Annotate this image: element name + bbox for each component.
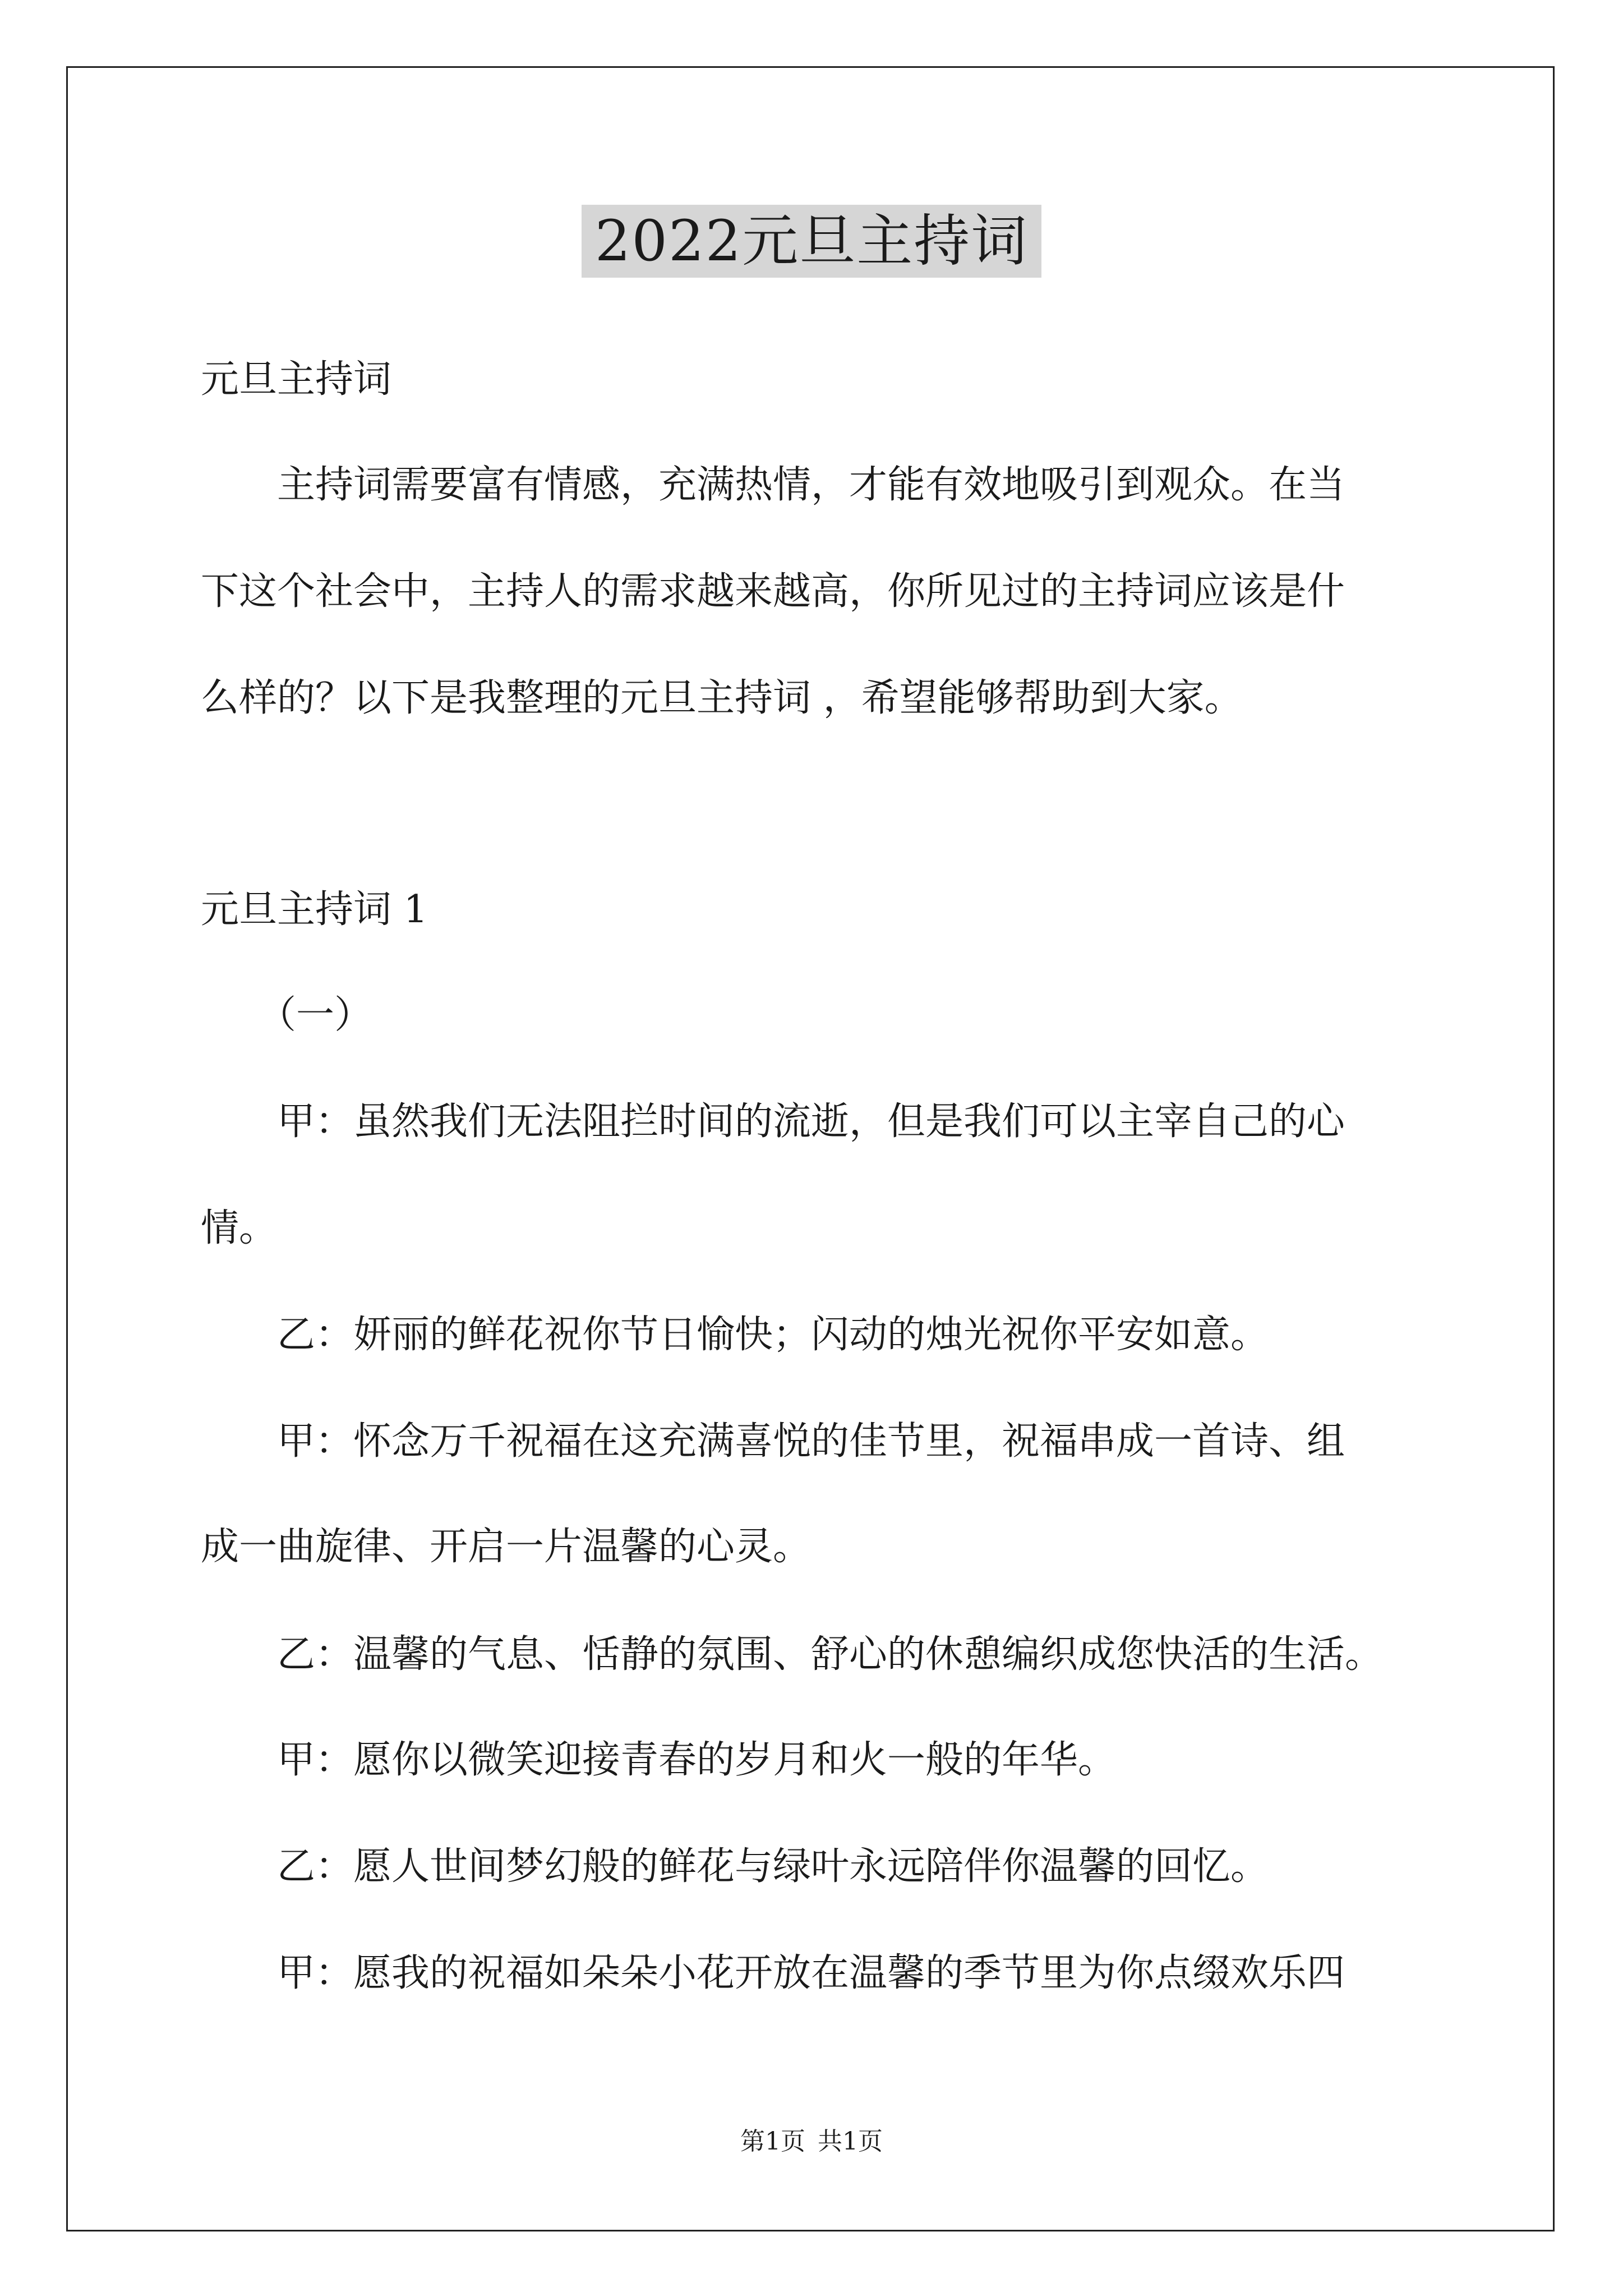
page-footer bbox=[0, 2125, 1623, 2159]
part-label: （一） bbox=[201, 993, 373, 1037]
document-title: 2022元旦主持词 bbox=[582, 205, 1042, 278]
dialogue-line: 乙：妍丽的鲜花祝你节日愉快；闪动的烛光祝你平安如意。 bbox=[201, 1313, 1269, 1357]
title-wrap bbox=[0, 205, 1623, 278]
dialogue-line: 乙：愿人世间梦幻般的鲜花与绿叶永远陪伴你温馨的回忆。 bbox=[201, 1844, 1269, 1889]
section-heading: 元旦主持词 bbox=[201, 357, 392, 402]
subsection-heading: 元旦主持词 1 bbox=[201, 887, 428, 932]
intro-line-1: 主持词需要富有情感，充满热情，才能有效地吸引到观众。在当 bbox=[201, 463, 1345, 507]
dialogue-line: 甲：虽然我们无法阻拦时间的流逝，但是我们可以主宰自己的心 bbox=[201, 1099, 1345, 1144]
dialogue-line: 成一曲旋律、开启一片温馨的心灵。 bbox=[201, 1525, 811, 1569]
page-number: 第1页 bbox=[740, 2127, 805, 2156]
dialogue-line: 情。 bbox=[201, 1206, 278, 1250]
intro-line-3: 么样的？以下是我整理的元旦主持词 ，希望能够帮助到大家。 bbox=[201, 676, 1243, 720]
intro-line-2: 下这个社会中，主持人的需求越来越高，你所见过的主持词应该是什 bbox=[201, 569, 1345, 614]
page-total: 共1页 bbox=[818, 2127, 883, 2156]
dialogue-line: 乙：温馨的气息、恬静的氛围、舒心的休憩编织成您快活的生活。 bbox=[201, 1632, 1384, 1677]
dialogue-line: 甲：愿你以微笑迎接青春的岁月和火一般的年华。 bbox=[201, 1738, 1117, 1782]
dialogue-line: 甲：怀念万千祝福在这充满喜悦的佳节里，祝福串成一首诗、组 bbox=[201, 1419, 1345, 1464]
dialogue-line: 甲：愿我的祝福如朵朵小花开放在温馨的季节里为你点缀欢乐四 bbox=[201, 1951, 1345, 1995]
